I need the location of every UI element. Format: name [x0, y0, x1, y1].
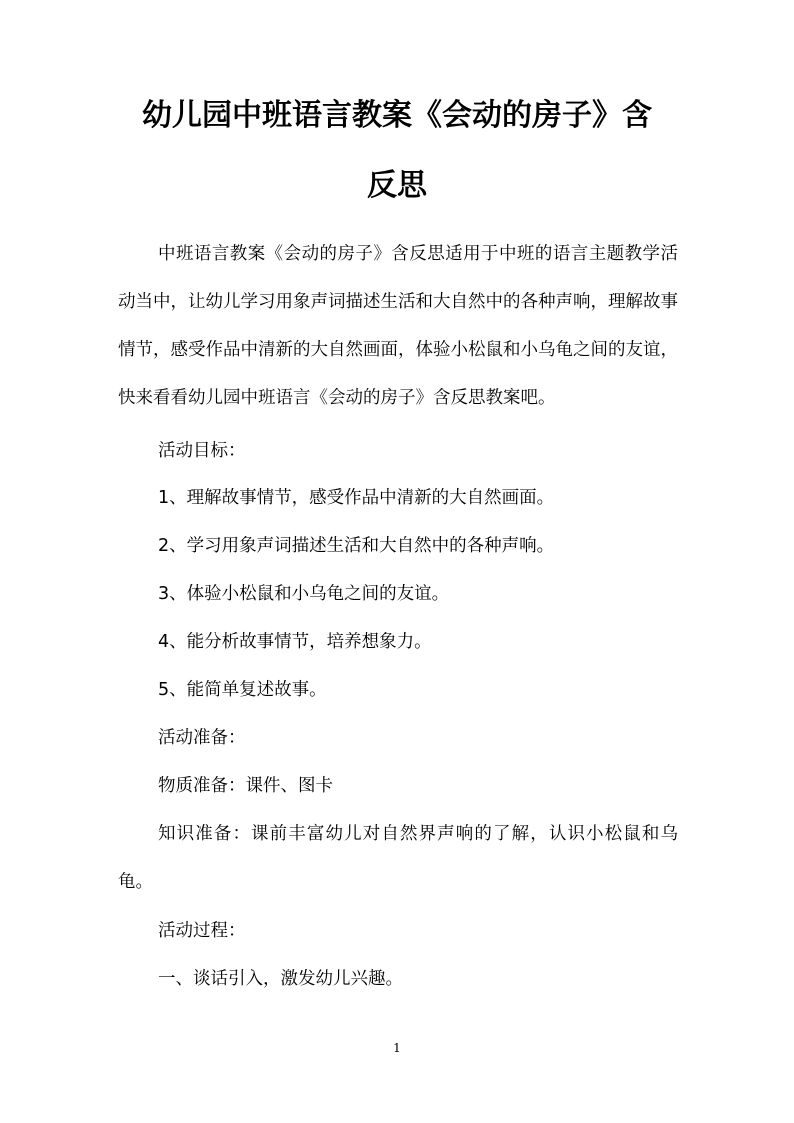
goals-heading: 活动目标： — [158, 441, 246, 461]
process-step-1: 一、谈话引入，激发幼儿兴趣。 — [158, 969, 403, 989]
intro-paragraph: 中班语言教案《会动的房子》含反思适用于中班的语言主题教学活动当中，让幼儿学习用象声词描述生活和大自然中的各种声响，理解故事情节，感受作品中清新的大自然画面，体验小松鼠和小乌龟之间的友谊，快来看看幼儿园中班语言《会动的房子》含反思教案吧。 — [118, 244, 678, 408]
goal-item-4: 4、能分析故事情节，培养想象力。 — [158, 632, 432, 652]
document-title-line-1: 幼儿园中班语言教案《会动的房子》含 — [142, 98, 652, 133]
process-heading: 活动过程： — [158, 921, 246, 941]
page-number: 1 — [393, 1041, 401, 1055]
prep-heading: 活动准备： — [158, 728, 246, 748]
document-title-line-2: 反思 — [367, 168, 427, 203]
goal-item-2: 2、学习用象声词描述生活和大自然中的各种声响。 — [158, 536, 555, 556]
knowledge-prep: 知识准备：课前丰富幼儿对自然界声响的了解，认识小松鼠和乌龟。 — [118, 824, 678, 892]
goal-item-1: 1、理解故事情节，感受作品中清新的大自然画面。 — [158, 488, 555, 508]
material-prep: 物质准备：课件、图卡 — [158, 776, 333, 796]
goal-item-3: 3、体验小松鼠和小乌龟之间的友谊。 — [158, 584, 450, 604]
goal-item-5: 5、能简单复述故事。 — [158, 680, 327, 700]
